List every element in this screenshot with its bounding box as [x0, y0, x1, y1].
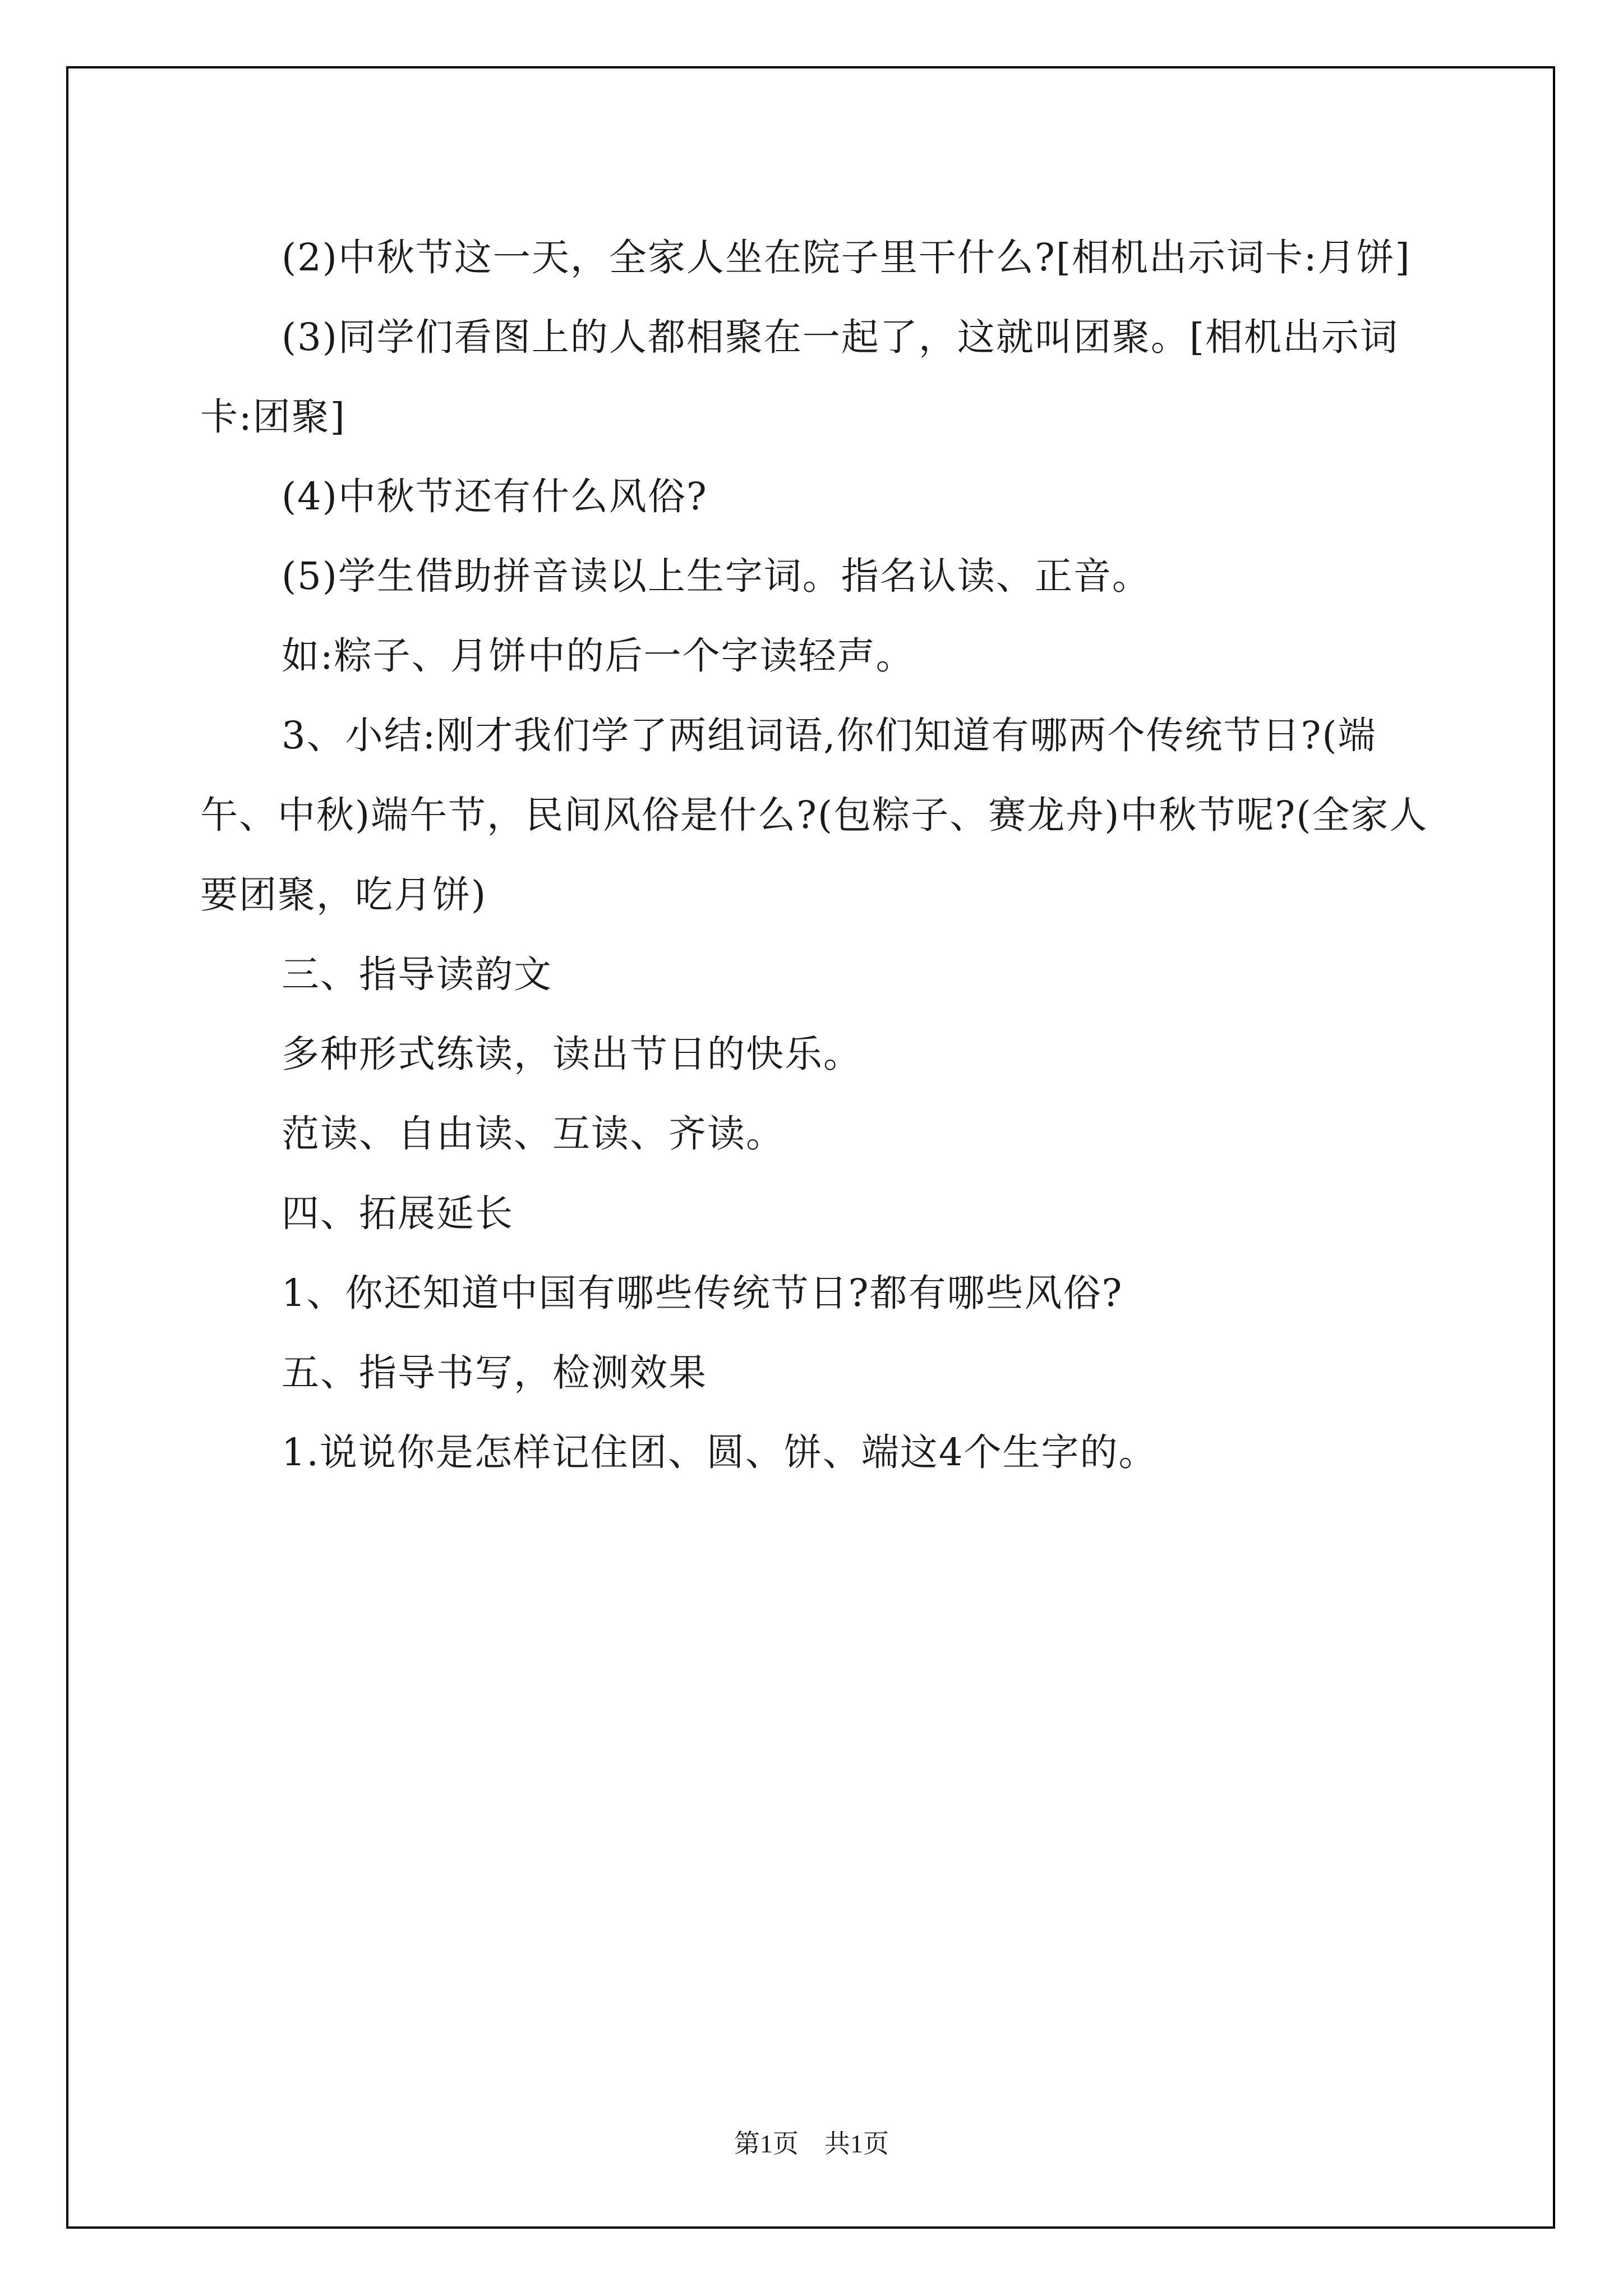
paragraph-4: (5)学生借助拼音读以上生字词。指名认读、正音。	[282, 554, 1151, 598]
paragraph-8: 范读、自由读、互读、齐读。	[282, 1112, 785, 1156]
page-number-footer: 第1页 共1页	[734, 2129, 889, 2158]
paragraph-1: (2)中秋节这一天，全家人坐在院子里干什么?[相机出示词卡:月饼]	[282, 236, 1411, 279]
paragraph-7: 多种形式练读，读出节日的快乐。	[282, 1032, 862, 1076]
paragraph-6: 3、小结:刚才我们学了两组词语,你们知道有哪两个传统节日?(端午、中秋)端午节，民间风俗是什么?(包粽子、赛龙舟)中秋节呢?(全家人要团聚，吃月饼)	[200, 714, 1428, 917]
paragraph-9: 1、你还知道中国有哪些传统节日?都有哪些风俗?	[282, 1271, 1123, 1315]
document-body	[200, 218, 1434, 1492]
paragraph-2: (3)同学们看图上的人都相聚在一起了，这就叫团聚。[相机出示词卡:团聚]	[200, 315, 1399, 439]
section-heading-5: 五、指导书写，检测效果	[282, 1351, 707, 1395]
section-heading-4: 四、拓展延长	[282, 1191, 514, 1235]
section-heading-3: 三、指导读韵文	[282, 953, 552, 996]
paragraph-5: 如:粽子、月饼中的后一个字读轻声。	[282, 634, 915, 678]
paragraph-10: 1.说说你是怎样记住团、圆、饼、端这4个生字的。	[282, 1430, 1158, 1474]
paragraph-3: (4)中秋节还有什么风俗?	[282, 475, 708, 518]
